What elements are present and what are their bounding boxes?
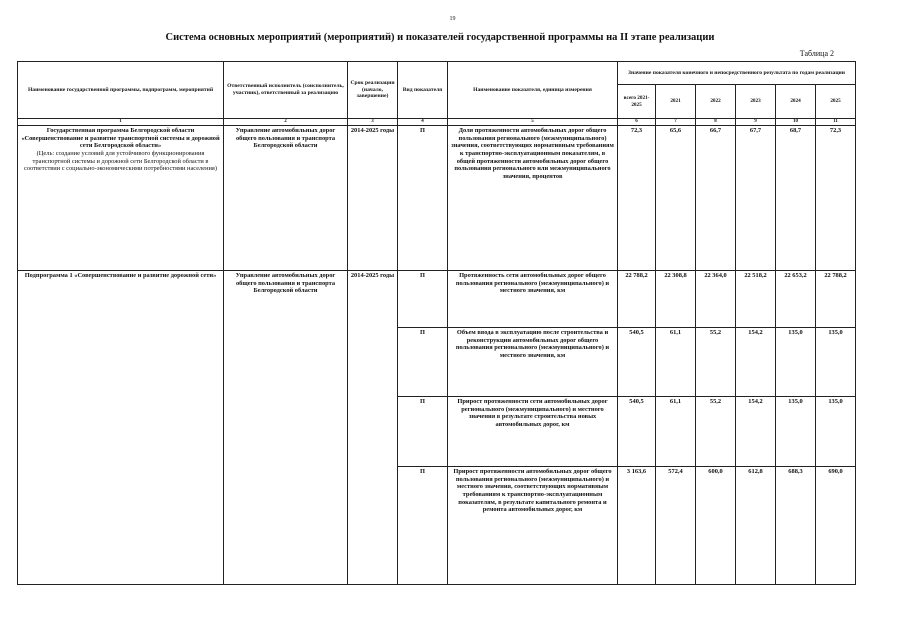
program-name-cell — [18, 126, 224, 271]
indicator-type-cell: П — [398, 271, 448, 328]
value-2021: 22 308,8 — [656, 271, 696, 328]
value-2022: 55,2 — [696, 328, 736, 397]
value-2023: 67,7 — [736, 126, 776, 271]
header-year-2022: 2022 — [696, 85, 736, 119]
header-program-name: Наименование государственной программы, подпрограмм, мероприятий — [18, 62, 224, 119]
indicator-name-cell: Прирост протяженности сети автомобильных дорог регионального (межмуниципального) и местного значения в результате строительства новых автомобильных дорог, км — [448, 397, 618, 467]
value-total: 72,3 — [618, 126, 656, 271]
page-title: Система основных мероприятий (мероприятий) и показателей государственной программы на II этапе реализации — [165, 32, 715, 43]
value-2023: 22 518,2 — [736, 271, 776, 328]
indicator-name-cell: Прирост протяженности автомобильных дорог общего пользования регионального (межмуниципального) и местного значения, соответствующих нормативным требованиям к транспортно-эксплуатационным показателям, в результате капитального ремонта и ремонта автомобильных дорог, км — [448, 467, 618, 585]
column-number: 10 — [776, 119, 816, 126]
program-name: Государственная программа Белгородской области «Совершенствование и развитие транспортной системы и дорожной сети Белгородской области» — [21, 127, 220, 150]
subprogram-name-cell: Подпрограмма 1 «Совершенствование и развитие дорожной сети» — [18, 271, 224, 585]
header-year-2021: 2021 — [656, 85, 696, 119]
header-indicator-name: Наименование показателя, единица измерения — [448, 62, 618, 119]
header-row — [18, 62, 856, 85]
value-2025: 690,0 — [816, 467, 856, 585]
page-number: 19 — [449, 16, 456, 22]
header-year-2024: 2024 — [776, 85, 816, 119]
column-number: 11 — [816, 119, 856, 126]
column-number: 6 — [618, 119, 656, 126]
value-2024: 22 653,2 — [776, 271, 816, 328]
header-year-2025: 2025 — [816, 85, 856, 119]
value-total: 3 163,6 — [618, 467, 656, 585]
value-2024: 135,0 — [776, 397, 816, 467]
value-2022: 600,0 — [696, 467, 736, 585]
value-2021: 572,4 — [656, 467, 696, 585]
value-2021: 61,1 — [656, 328, 696, 397]
period-cell: 2014-2025 годы — [348, 126, 398, 271]
column-number: 1 — [18, 119, 224, 126]
indicator-name-cell: Протяженность сети автомобильных дорог общего пользования регионального (межмуниципального) и местного значения, км — [448, 271, 618, 328]
value-2025: 135,0 — [816, 328, 856, 397]
value-total: 540,5 — [618, 328, 656, 397]
column-number-row — [18, 119, 856, 126]
value-2025: 72,3 — [816, 126, 856, 271]
value-2024: 68,7 — [776, 126, 816, 271]
value-2021: 61,1 — [656, 397, 696, 467]
value-2025: 22 788,2 — [816, 271, 856, 328]
header-executor: Ответственный исполнитель (соисполнитель, участник), ответственный за реализацию — [224, 62, 348, 119]
column-number: 7 — [656, 119, 696, 126]
column-number: 4 — [398, 119, 448, 126]
indicator-type-cell: П — [398, 397, 448, 467]
column-number: 2 — [224, 119, 348, 126]
value-2023: 154,2 — [736, 328, 776, 397]
program-indicators-table — [17, 61, 856, 585]
column-number: 3 — [348, 119, 398, 126]
value-2022: 66,7 — [696, 126, 736, 271]
value-2022: 55,2 — [696, 397, 736, 467]
table-row-state-program — [18, 126, 856, 271]
column-number: 8 — [696, 119, 736, 126]
value-2024: 135,0 — [776, 328, 816, 397]
column-number: 9 — [736, 119, 776, 126]
executor-cell: Управление автомобильных дорог общего пользования и транспорта Белгородской области — [224, 126, 348, 271]
header-year-2023: 2023 — [736, 85, 776, 119]
table-label: Таблица 2 — [799, 49, 834, 58]
value-total: 22 788,2 — [618, 271, 656, 328]
indicator-type-cell: П — [398, 328, 448, 397]
header-period: Срок реализации (начало, завершение) — [348, 62, 398, 119]
indicator-type-cell: П — [398, 126, 448, 271]
header-year-total: всего 2021-2025 — [618, 85, 656, 119]
value-2022: 22 364,0 — [696, 271, 736, 328]
value-2024: 688,3 — [776, 467, 816, 585]
value-total: 540,5 — [618, 397, 656, 467]
value-2023: 612,8 — [736, 467, 776, 585]
indicator-type-cell: П — [398, 467, 448, 585]
program-goal: (Цель: создание условий для устойчивого функционирования транспортной системы и дорожной сети Белгородской области в соответствии с социально-экономическими потребностями населения) — [23, 150, 217, 173]
value-2025: 135,0 — [816, 397, 856, 467]
header-values-group: Значение показателя конечного и непосредственного результата по годам реализации — [618, 62, 856, 85]
subprogram-period-cell: 2014-2025 годы — [348, 271, 398, 585]
indicator-name-cell: Доля протяженности автомобильных дорог общего пользования регионального (межмуниципального) значения, соответствующих нормативным требованиям к транспортно-эксплуатационным показателям, в общей протяженности автомобильных дорог общего пользования регионального или межмуниципального значения, процентов — [448, 126, 618, 271]
subprogram-executor-cell: Управление автомобильных дорог общего пользования и транспорта Белгородской области — [224, 271, 348, 585]
column-number: 5 — [448, 119, 618, 126]
header-indicator-type: Вид показателя — [398, 62, 448, 119]
table-row-subprogram — [18, 271, 856, 328]
value-2021: 65,6 — [656, 126, 696, 271]
indicator-name-cell: Объем ввода в эксплуатацию после строительства и реконструкции автомобильных дорог общего пользования регионального (межмуниципального) и местного значения, км — [448, 328, 618, 397]
value-2023: 154,2 — [736, 397, 776, 467]
